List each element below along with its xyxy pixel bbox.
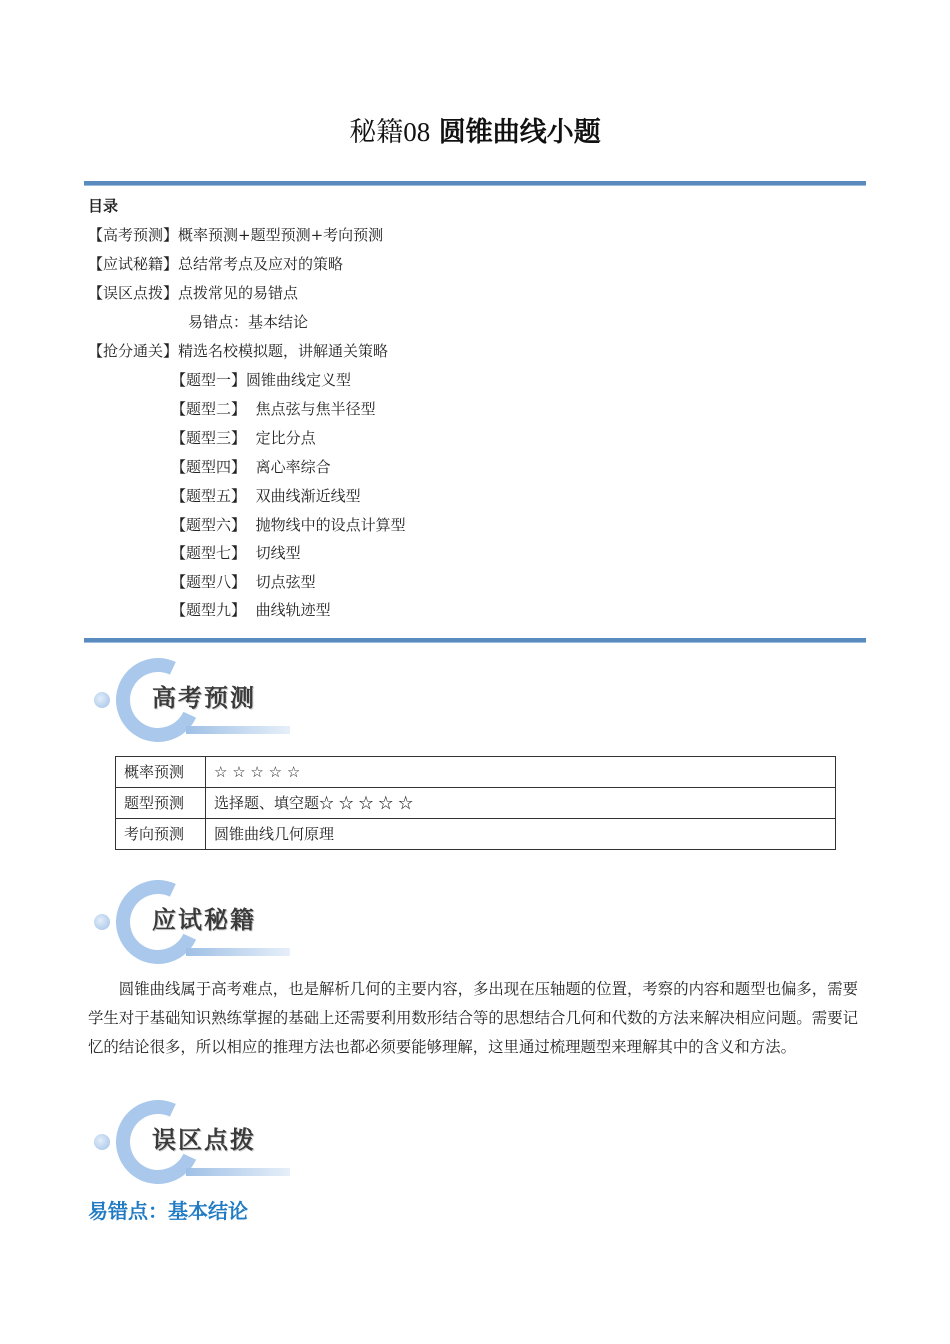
toc-type-text: 切点弦型: [255, 573, 316, 591]
table-value: 圆锥曲线几何原理: [206, 819, 836, 850]
table-key: 考向预测: [116, 819, 206, 850]
table-row: [116, 757, 836, 788]
banner-dot: [94, 1134, 110, 1150]
table-value: 选择题、填空题☆ ☆ ☆ ☆ ☆: [206, 788, 836, 819]
title-number: 08: [403, 117, 431, 147]
toc-type-text: 双曲线渐近线型: [255, 487, 361, 505]
table-row: [116, 819, 836, 850]
banner-bar: [186, 726, 290, 734]
toc-type-tag: 【题型二】: [171, 400, 247, 418]
toc-type-6: [171, 515, 406, 535]
toc-type-text: 抛物线中的设点计算型: [255, 516, 406, 534]
toc-type-tag: 【题型五】: [171, 487, 247, 505]
toc-type-text: 曲线轨迹型: [255, 601, 331, 619]
banner-dot: [94, 692, 110, 708]
toc-type-tag: 【题型三】: [171, 429, 247, 447]
toc-type-tag: 【题型八】: [171, 573, 247, 591]
section-title: 应试秘籍: [152, 906, 256, 934]
toc-type-1: [171, 370, 351, 390]
toc-type-tag: 【题型九】: [171, 601, 247, 619]
banner-dot: [94, 914, 110, 930]
banner-bar: [186, 948, 290, 956]
toc-line-practice: 【抢分通关】精选名校模拟题，讲解通关策略: [88, 342, 389, 360]
section-title: 误区点拨: [152, 1126, 256, 1154]
table-value: ☆ ☆ ☆ ☆ ☆: [206, 757, 836, 788]
table-key: 题型预测: [116, 788, 206, 819]
title-main: 圆锥曲线小题: [438, 117, 601, 148]
toc-type-tag: 【题型七】: [171, 544, 247, 562]
title-prefix: 秘籍: [349, 117, 404, 148]
toc-type-tag: 【题型六】: [171, 516, 247, 534]
toc-line-predict: 【高考预测】概率预测+题型预测+考向预测: [88, 226, 384, 244]
section-banner-errors: [90, 1098, 300, 1188]
toc-type-text: 定比分点: [255, 429, 316, 447]
toc-type-9: [171, 600, 331, 620]
tips-paragraph: 圆锥曲线属于高考难点，也是解析几何的主要内容，多出现在压轴题的位置，考察的内容和题型也偏多，需要学生对于基础知识熟练掌握的基础上还需要利用数形结合等的思想结合几何和代数的方法来解决相应问题。需要记忆的结论很多，所以相应的推理方法也都必须要能够理解，这里通过梳理题型来理解其中的含义和方法。: [88, 980, 858, 1056]
toc-type-5: [171, 486, 361, 506]
toc-type-tag: 【题型四】: [171, 458, 247, 476]
toc-line-errors: 【误区点拨】点拨常见的易错点: [88, 284, 299, 302]
toc-line-tips: 【应试秘籍】总结常考点及应对的策略: [88, 255, 344, 273]
page-title: [0, 112, 950, 153]
toc-type-4: [171, 457, 331, 477]
prediction-table: [115, 756, 836, 850]
section-title: 高考预测: [152, 684, 256, 712]
section-banner-tips: [90, 878, 300, 968]
toc-type-text: 焦点弦与焦半径型: [255, 400, 376, 418]
toc-type-3: [171, 428, 316, 448]
toc-error-point: 易错点：基本结论: [188, 313, 309, 331]
top-divider: [84, 181, 866, 185]
toc-type-2: [171, 399, 376, 419]
section-banner-predict: [90, 656, 300, 746]
banner-bar: [186, 1168, 290, 1176]
toc-type-8: [171, 572, 316, 592]
table-key: 概率预测: [116, 757, 206, 788]
error-point-heading: 易错点：基本结论: [88, 1199, 248, 1223]
toc-type-text: 离心率综合: [255, 458, 331, 476]
toc-type-7: [171, 543, 301, 563]
toc-divider: [84, 638, 866, 642]
toc-type-text: 圆锥曲线定义型: [246, 371, 352, 389]
toc-type-tag: 【题型一】: [171, 371, 247, 389]
table-row: [116, 788, 836, 819]
toc-heading: 目录: [88, 197, 119, 215]
toc-type-text: 切线型: [255, 544, 301, 562]
